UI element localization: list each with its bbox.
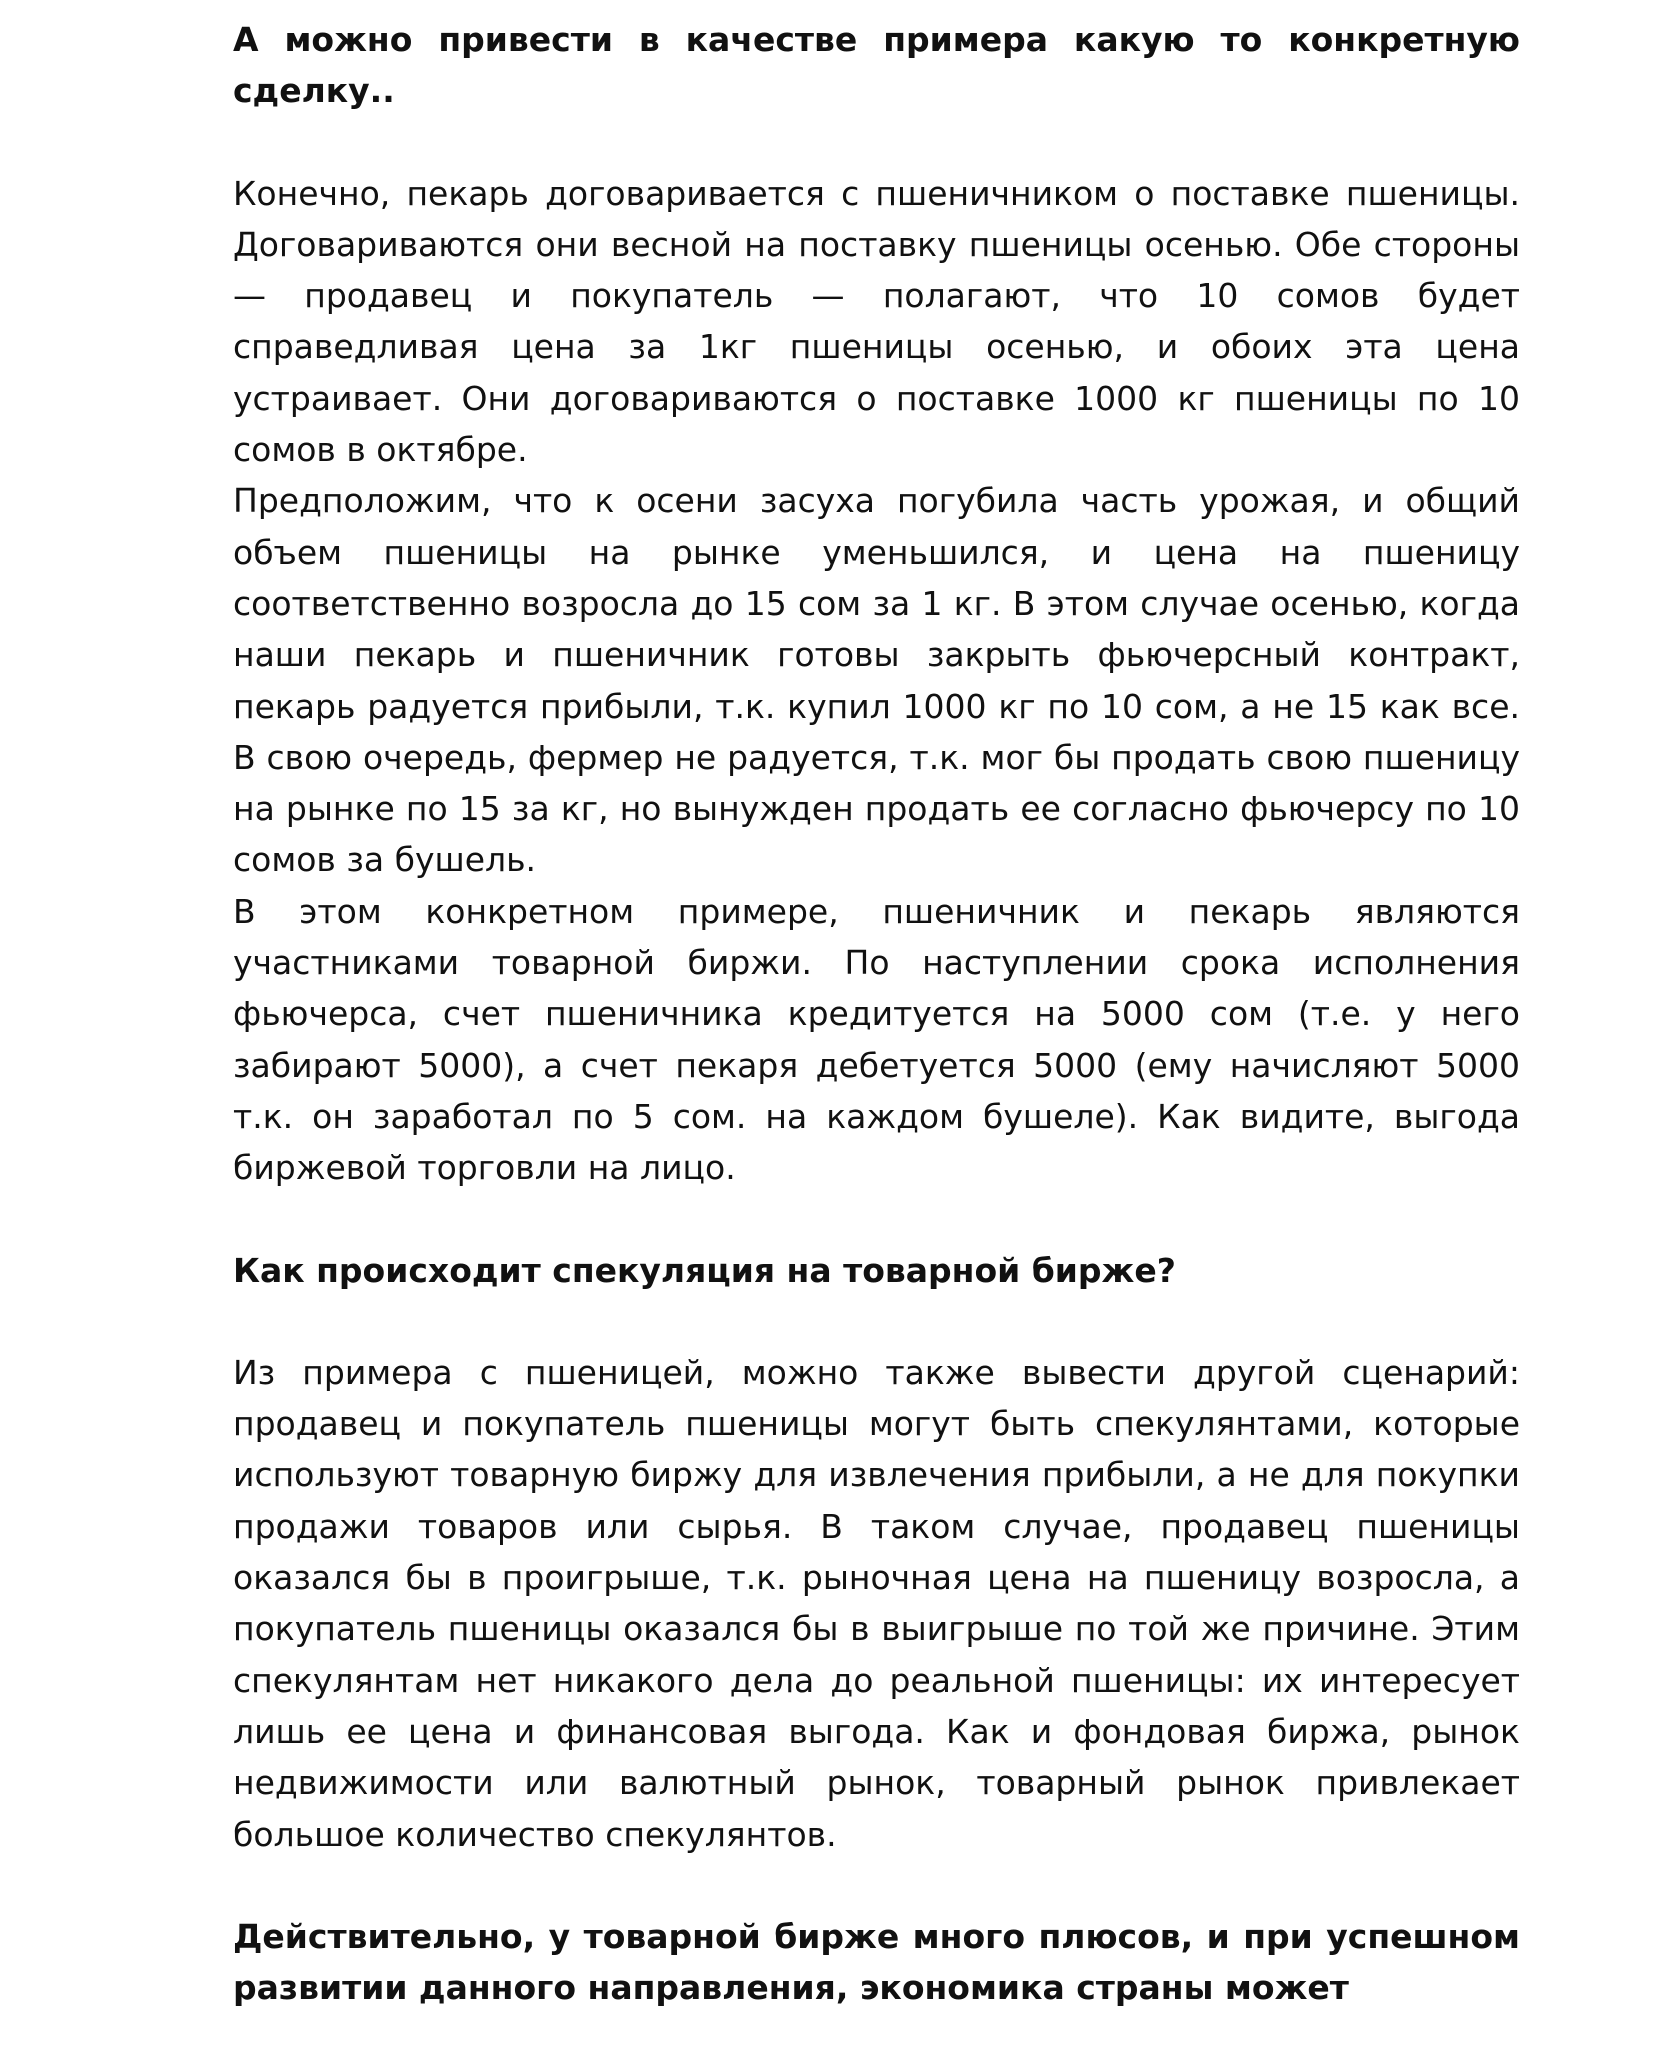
section-heading-speculation: Как происходит спекуляция на товарной бирже? xyxy=(233,1250,1176,1290)
paragraph-exchange-participants: В этом конкретном примере, пшеничник и пекарь являются участниками товарной биржи. По наступлении срока исполнения фьючерса, счет пшеничника кредитуется на 5000 сом (т.е. у него забирают 5000), а счет пекаря дебетуется 5000 (ему начисляют 5000 т.к. он заработал по 5 сом. на каждом бушеле). Как видите, выгода биржевой торговли на лицо. xyxy=(233,891,1520,1188)
paragraph-speculation: Из примера с пшеницей, можно также вывести другой сценарий: продавец и покупатель пшеницы могут быть спекулянтами, которые используют товарную биржу для извлечения прибыли, а не для покупки продажи товаров или сырья. В таком случае, продавец пшеницы оказался бы в проигрыше, т.к. рыночная цена на пшеницу возросла, а покупатель пшеницы оказался бы в выигрыше по той же причине. Этим спекулянтам нет никакого дела до реальной пшеницы: их интересует лишь ее цена и финансовая выгода. Как и фондовая биржа, рынок недвижимости или валютный рынок, товарный рынок привлекает большое количество спекулянтов. xyxy=(233,1352,1520,1854)
spacer xyxy=(233,1296,1520,1347)
paragraph-agreement: Конечно, пекарь договаривается с пшеничником о поставке пшеницы. Договариваются они весной на поставку пшеницы осенью. Обе стороны — продавец и покупатель — полагают, что 10 сомов будет справедливая цена за 1кг пшеницы осенью, и обоих эта цена устраивает. Они договариваются о поставке 1000 кг пшеницы по 10 сомов в октябре. xyxy=(233,173,1520,470)
spacer xyxy=(233,1860,1520,1911)
spacer xyxy=(233,1194,1520,1245)
section-heading-example-deal: А можно привести в качестве примера какую то конкретную сделку.. xyxy=(233,20,1520,111)
paragraph-drought-scenario: Предположим, что к осени засуха погубила часть урожая, и общий объем пшеницы на рынке уменьшился, и цена на пшеницу соответственно возросла до 15 сом за 1 кг. В этом случае осенью, когда наши пекарь и пшеничник готовы закрыть фьючерсный контракт, пекарь радуется прибыли, т.к. купил 1000 кг по 10 сом, а не 15 как все. В свою очередь, фермер не радуется, т.к. мог бы продать свою пшеницу на рынке по 15 за кг, но вынужден продать ее согласно фьючерсу по 10 сомов за бушель. xyxy=(233,481,1520,880)
section-heading-advantages: Действительно, у товарной бирже много плюсов, и при успешном развитии данного направления, экономика страны может xyxy=(233,1916,1520,2008)
spacer xyxy=(233,117,1520,168)
document-page xyxy=(233,14,1520,2013)
